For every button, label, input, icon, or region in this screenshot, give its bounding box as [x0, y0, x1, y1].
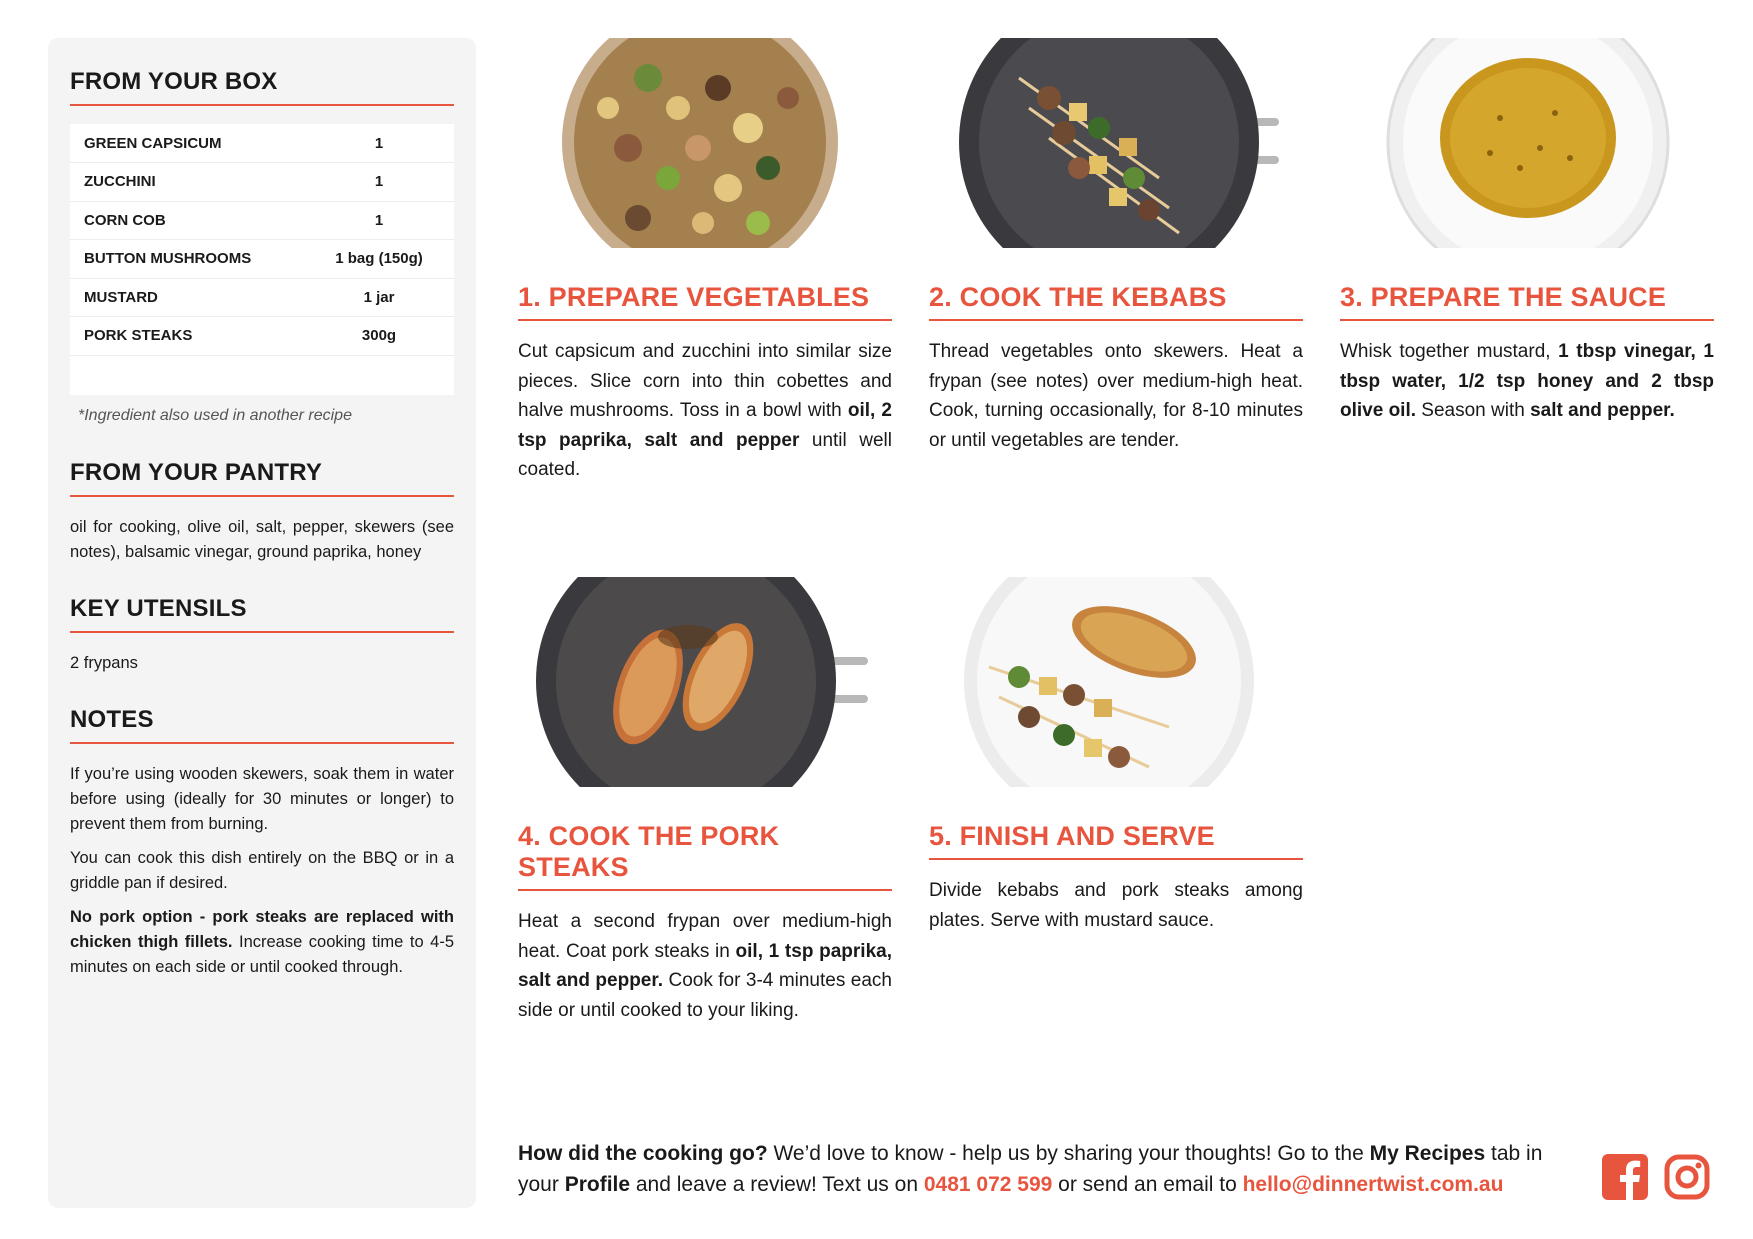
ingredient-name: ZUCCHINI: [70, 163, 304, 202]
step-4-photo: [518, 577, 892, 787]
step-2-title: 2. COOK THE KEBABS: [929, 282, 1303, 321]
ingredient-qty: 1: [304, 124, 454, 163]
step-2-description: Thread vegetables onto skewers. Heat a frypan (see notes) over medium-high heat. Cook, turning occasionally, for 8-10 minutes or until vegetables are tender.: [929, 341, 1303, 451]
from-your-pantry-heading: FROM YOUR PANTRY: [70, 459, 454, 497]
utensils-section: [70, 595, 454, 676]
ingredient-qty: 1: [304, 201, 454, 240]
step-1-title: 1. PREPARE VEGETABLES: [518, 282, 892, 321]
email-link[interactable]: hello@dinnertwist.com.au: [1242, 1173, 1504, 1196]
ingredient-name: MUSTARD: [70, 278, 304, 317]
from-your-box-heading: FROM YOUR BOX: [70, 68, 454, 106]
step-3: [1340, 38, 1714, 426]
step-5-description: Divide kebabs and pork steaks among plates. Serve with mustard sauce.: [929, 880, 1303, 931]
ingredient-name: PORK STEAKS: [70, 317, 304, 356]
notes-heading: NOTES: [70, 706, 454, 744]
table-row: [70, 278, 454, 317]
step-3-title: 3. PREPARE THE SAUCE: [1340, 282, 1714, 321]
ingredient-name: GREEN CAPSICUM: [70, 124, 304, 163]
notes-section: [70, 706, 454, 980]
step-3-photo: [1340, 38, 1714, 248]
step-3-description: Whisk together mustard, 1 tbsp vinegar, 1 tbsp water, 1/2 tsp honey and 2 tbsp olive oil. Season with salt and pepper.: [1340, 341, 1714, 421]
ingredient-qty: 1 jar: [304, 278, 454, 317]
ingredient-name: CORN COB: [70, 201, 304, 240]
notes-text: [70, 762, 454, 980]
ingredient-name: BUTTON MUSHROOMS: [70, 240, 304, 279]
pantry-text: oil for cooking, olive oil, salt, pepper, skewers (see notes), balsamic vinegar, ground paprika, honey: [70, 518, 454, 561]
utensils-text: 2 frypans: [70, 654, 138, 672]
step-5-photo: [929, 577, 1303, 787]
instagram-icon[interactable]: [1664, 1154, 1710, 1200]
phone-link[interactable]: 0481 072 599: [923, 1173, 1053, 1196]
notes-paragraph: No pork option - pork steaks are replaced with chicken thigh fillets. Increase cooking time to 4-5 minutes on each side or until cooked through.: [70, 908, 454, 976]
step-2-photo: [929, 38, 1303, 248]
step-1-description: Cut capsicum and zucchini into similar size pieces. Slice corn into thin cobettes and halve mushrooms. Toss in a bowl with oil, 2 tsp paprika, salt and pepper until well coated.: [518, 341, 892, 480]
step-1: [518, 38, 892, 485]
ingredient-qty: 1: [304, 163, 454, 202]
table-row: [70, 240, 454, 279]
notes-paragraph: If you’re using wooden skewers, soak them in water before using (ideally for 30 minutes or longer) to prevent them from burning.: [70, 765, 454, 833]
step-4-title: 4. COOK THE PORK STEAKS: [518, 821, 892, 891]
pantry-section: [70, 459, 454, 565]
ingredient-footnote: *Ingredient also used in another recipe: [78, 407, 352, 424]
ingredients-table: [70, 124, 454, 395]
ingredient-qty: 300g: [304, 317, 454, 356]
key-utensils-heading: KEY UTENSILS: [70, 595, 454, 633]
step-4-description: Heat a second frypan over medium-high heat. Coat pork steaks in oil, 1 tsp paprika, salt and pepper. Cook for 3-4 minutes each side or until cooked to your liking.: [518, 911, 892, 1021]
step-5-title: 5. FINISH AND SERVE: [929, 821, 1303, 860]
step-5: [929, 577, 1303, 935]
table-row: [70, 124, 454, 163]
notes-paragraph: You can cook this dish entirely on the BBQ or in a griddle pan if desired.: [70, 849, 454, 892]
ingredients-sidebar: [48, 38, 476, 1208]
table-row: [70, 201, 454, 240]
facebook-icon[interactable]: [1602, 1154, 1648, 1200]
ingredient-qty: 1 bag (150g): [304, 240, 454, 279]
step-1-photo: [518, 38, 892, 248]
table-row: [70, 317, 454, 356]
step-4: [518, 577, 892, 1025]
step-2: [929, 38, 1303, 455]
feedback-footer: How did the cooking go? We’d love to know - help us by sharing your thoughts! Go to the My Recipes tab in your Profile and leave a review! Text us on 0481 072 599 or send an email to hello@dinnertwist.com.au: [518, 1142, 1543, 1196]
table-row: [70, 163, 454, 202]
empty-row: [70, 355, 454, 395]
